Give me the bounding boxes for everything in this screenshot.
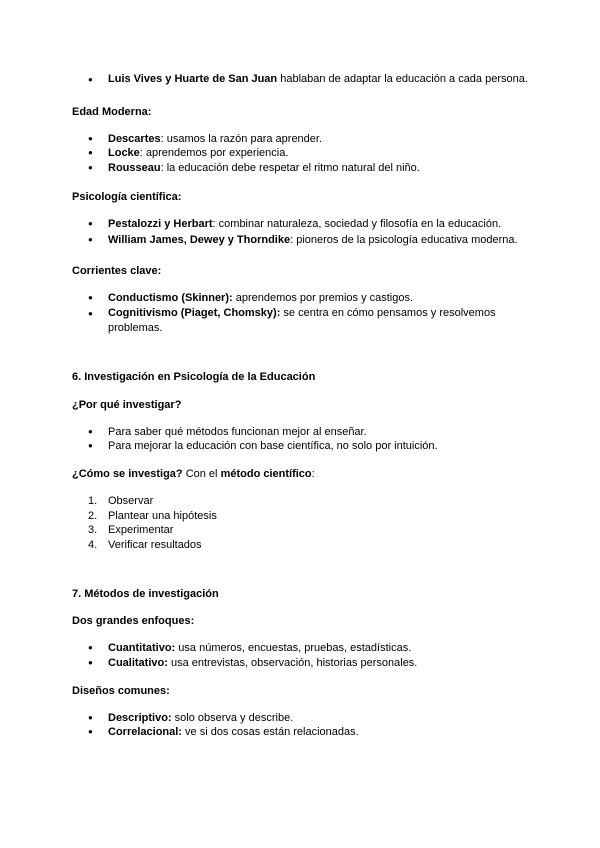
steps-list: [72, 494, 532, 552]
list-item: 2. Plantear una hipótesis: [88, 509, 217, 522]
document-page: [72, 66, 532, 740]
list-item: ● William James, Dewey y Thorndike: pioneros de la psicología educativa moderna.: [72, 232, 532, 248]
list-item: ● Luis Vives y Huarte de San Juan hablaban de adaptar la educación a cada persona.: [72, 72, 532, 88]
list-item: ● Conductismo (Skinner): aprendemos por premios y castigos.: [72, 291, 532, 306]
list-item: ● Correlacional: ve si dos cosas están relacionadas.: [72, 725, 532, 740]
list-item: ● Cognitivismo (Piaget, Chomsky): se centra en cómo pensamos y resolvemos problemas.: [72, 306, 532, 336]
heading-corrientes: Corrientes clave:: [72, 265, 162, 278]
heading-dos-enfoques: Dos grandes enfoques:: [72, 615, 195, 628]
list-item: 4. Verificar resultados: [88, 538, 202, 551]
psicologia-list: [72, 216, 532, 248]
list-item: ● Cualitativo: usa entrevistas, observación, historias personales.: [72, 656, 532, 671]
how-investigate-line: ¿Cómo se investiga? Con el método científico:: [72, 468, 315, 481]
enfoques-list: [72, 641, 532, 670]
list-item: ● Para saber qué métodos funcionan mejor al enseñar.: [72, 425, 532, 440]
heading-psicologia-cientifica: Psicología científica:: [72, 191, 182, 204]
section-6-title: 6. Investigación en Psicología de la Educación: [72, 370, 316, 383]
corrientes-list: [72, 291, 532, 336]
heading-edad-moderna: Edad Moderna:: [72, 105, 152, 118]
section-7-title: 7. Métodos de investigación: [72, 588, 219, 601]
disenos-list: [72, 711, 532, 740]
list-item: ● Cuantitativo: usa números, encuestas, pruebas, estadísticas.: [72, 641, 532, 656]
why-list: [72, 425, 532, 454]
edad-moderna-list: [72, 132, 532, 176]
heading-por-que-investigar: ¿Por qué investigar?: [72, 398, 182, 411]
list-item: ● Locke: aprendemos por experiencia.: [72, 146, 532, 161]
list-item: ● Descriptivo: solo observa y describe.: [72, 711, 532, 726]
heading-disenos: Diseños comunes:: [72, 684, 170, 697]
list-item: ● Para mejorar la educación con base científica, no solo por intuición.: [72, 439, 532, 454]
list-item: ● Descartes: usamos la razón para aprender.: [72, 132, 532, 147]
list-item: ● Rousseau: la educación debe respetar el ritmo natural del niño.: [72, 161, 532, 176]
list-item: 1. Observar: [88, 495, 154, 508]
list-item: ● Pestalozzi y Herbart: combinar naturaleza, sociedad y filosofía en la educación.: [72, 216, 532, 232]
intro-list: [72, 72, 532, 88]
list-item: 3. Experimentar: [88, 524, 174, 537]
